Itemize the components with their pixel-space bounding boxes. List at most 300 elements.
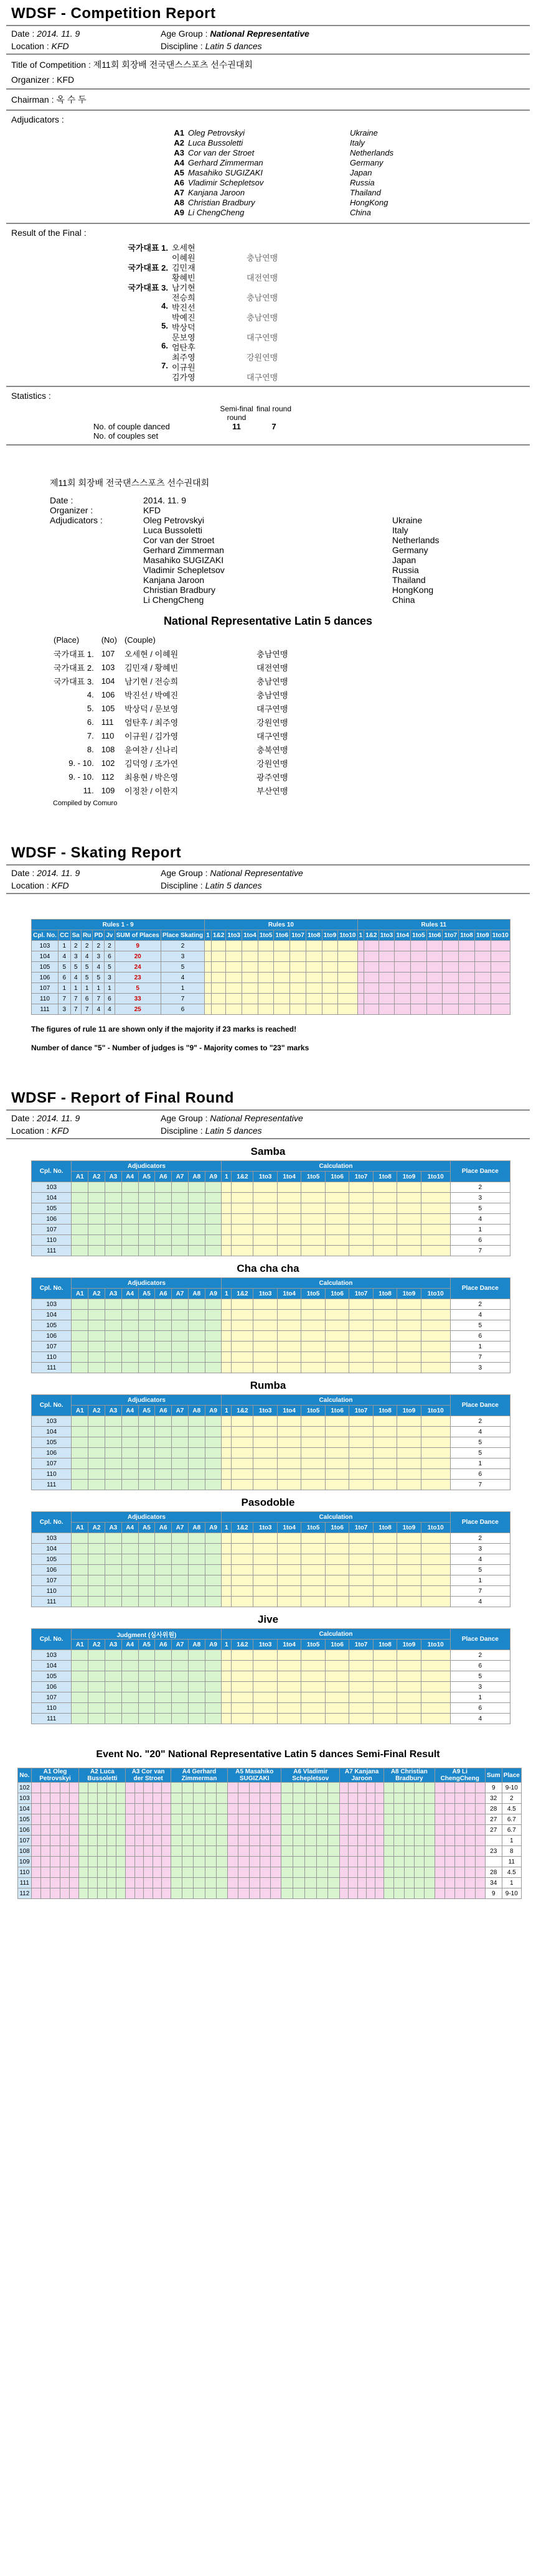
r5-mark — [475, 1836, 485, 1846]
dance-calc-cell — [373, 1469, 397, 1480]
dance-judge-cell — [105, 1692, 121, 1703]
result-row — [125, 321, 536, 331]
r5-mark — [271, 1793, 281, 1804]
dance-calc-cell — [222, 1310, 232, 1320]
r3-rule11-cell — [395, 973, 411, 983]
dance-judge-cell — [205, 1182, 222, 1193]
r3-rule11-cell — [426, 962, 443, 973]
dance-judge-cell — [138, 1225, 155, 1235]
adjudicator-name: Masahiko SUGIZAKI — [188, 168, 263, 177]
dance-calc-cell — [325, 1352, 349, 1363]
r5-row — [18, 1867, 522, 1878]
dance-judge-cell — [88, 1458, 105, 1469]
dance-judge-cell — [155, 1331, 172, 1342]
dance-judge-cell — [88, 1320, 105, 1331]
r5-judge-head: A1 Oleg Petrovskyi — [31, 1768, 79, 1783]
dance-calc-cell — [325, 1671, 349, 1682]
r5-mark — [444, 1846, 454, 1857]
dance-calc-cell — [397, 1554, 421, 1565]
dance-calc-cell — [232, 1363, 253, 1373]
dance-calc-cell — [325, 1182, 349, 1193]
dance-calc-cell — [253, 1352, 277, 1363]
dance-place: 2 — [450, 1182, 510, 1193]
dance-judge-cell — [205, 1225, 222, 1235]
r5-sum: 28 — [485, 1867, 502, 1878]
r5-mark — [455, 1804, 465, 1814]
r5-place: 8 — [502, 1846, 521, 1857]
dance-judge-cell — [205, 1310, 222, 1320]
dance-adj-col: A9 — [205, 1523, 222, 1533]
dance-calc-cell — [253, 1597, 277, 1607]
r5-cpl: 108 — [18, 1846, 32, 1857]
dance-calc-cell — [421, 1299, 450, 1310]
r3-rule10-cell — [242, 962, 258, 973]
dance-calc-cell — [325, 1214, 349, 1225]
dance-calc-col: 1to10 — [421, 1523, 450, 1533]
dance-calc-cell — [325, 1193, 349, 1203]
r5-mark — [444, 1814, 454, 1825]
r5-mark — [162, 1793, 171, 1804]
dance-calc-cell — [301, 1650, 325, 1661]
adjudicator-name: Vladimir Schepletsov — [188, 178, 264, 187]
dance-place: 4 — [450, 1427, 510, 1437]
dance-calc-cell — [421, 1565, 450, 1575]
dance-judge-cell — [155, 1554, 172, 1565]
dance-calc-cell — [373, 1310, 397, 1320]
r5-mark — [304, 1783, 316, 1793]
dance-adj-col: A6 — [155, 1172, 172, 1182]
dance-cpl-head: Cpl. No. — [32, 1395, 72, 1416]
dance-judge-cell — [72, 1671, 88, 1682]
adjudicator-key: A8 — [174, 198, 184, 207]
dance-calc-cell — [349, 1437, 373, 1448]
dance-judge-cell — [138, 1331, 155, 1342]
r5-mark — [357, 1836, 366, 1846]
dance-place: 3 — [450, 1682, 510, 1692]
dance-judge-cell — [188, 1214, 205, 1225]
dance-judge-cell — [105, 1427, 121, 1437]
r5-mark — [435, 1857, 444, 1867]
r3-cell: 4 — [93, 962, 105, 973]
note2: Number of dance "5" - Number of judges is "9" - Majority comes to "23" marks — [31, 1043, 309, 1052]
dance-calc-cell — [373, 1448, 397, 1458]
r5-mark — [228, 1783, 238, 1793]
dance-judge-cell — [172, 1182, 189, 1193]
r3-rule10-cell — [205, 1004, 212, 1015]
dance-tables — [0, 1146, 536, 1724]
dance-calc-cell — [397, 1193, 421, 1203]
dance-judge-cell — [121, 1544, 138, 1554]
result-list — [125, 241, 536, 381]
r5-sum — [485, 1836, 502, 1846]
r2-head-row — [50, 633, 291, 646]
adjudicator-key: A9 — [174, 208, 184, 217]
dance-cpl: 111 — [32, 1597, 72, 1607]
dance-calc-col: 1to8 — [373, 1172, 397, 1182]
dance-calc-cell — [349, 1246, 373, 1256]
r3-cell: 1 — [59, 941, 71, 951]
dance-calc-cell — [253, 1320, 277, 1331]
r5-mark — [126, 1888, 134, 1899]
dance-judge-cell — [72, 1352, 88, 1363]
dance-judge-cell — [88, 1437, 105, 1448]
r3-rule11-cell — [459, 941, 475, 951]
r5-mark — [366, 1867, 375, 1878]
r3-rule10-cell — [205, 994, 212, 1004]
r3-rule11-cell — [474, 994, 491, 1004]
dance-calc-cell — [232, 1586, 253, 1597]
dance-calc-col: 1to10 — [421, 1289, 450, 1299]
r3-cell: 1 — [59, 983, 71, 994]
result-name: 전승희 — [172, 293, 195, 302]
result-row — [125, 351, 536, 361]
r5-mark — [271, 1836, 281, 1846]
dance-judge-cell — [88, 1225, 105, 1235]
r3-cell: 106 — [32, 973, 59, 983]
dance-judge-cell — [121, 1193, 138, 1203]
dance-judge-cell — [172, 1671, 189, 1682]
r5-mark — [435, 1888, 444, 1899]
r5-mark — [70, 1814, 79, 1825]
dance-calc-cell — [277, 1193, 301, 1203]
r5-mark — [281, 1836, 293, 1846]
r3-rule11-cell — [443, 973, 459, 983]
r5-mark — [126, 1825, 134, 1836]
dance-calc-cell — [277, 1182, 301, 1193]
r3-rule-head: 1to8 — [459, 930, 475, 941]
dance-judge-cell — [155, 1182, 172, 1193]
adjudicator-name: Cor van der Stroet — [188, 148, 255, 157]
r5-mark — [79, 1793, 88, 1804]
r2-adj-name: Luca Bussoletti — [143, 525, 202, 535]
dance-row — [32, 1469, 510, 1480]
dance-judge-cell — [155, 1203, 172, 1214]
r5-mark — [271, 1867, 281, 1878]
dance-judge-cell — [138, 1469, 155, 1480]
dance-judge-cell — [72, 1448, 88, 1458]
r5-mark — [98, 1793, 107, 1804]
r3-rule10-cell — [338, 973, 357, 983]
adjudicator-name: Luca Bussoletti — [188, 138, 243, 147]
r3-rule10-cell — [290, 951, 306, 962]
r2-adj-name: Kanjana Jaroon — [143, 575, 205, 585]
dance-judge-cell — [72, 1193, 88, 1203]
dance-calc-cell — [325, 1235, 349, 1246]
dance-calc-cell — [232, 1448, 253, 1458]
r5-mark — [271, 1783, 281, 1793]
dance-calc-cell — [301, 1363, 325, 1373]
r5-mark — [144, 1888, 153, 1899]
r5-mark — [60, 1867, 69, 1878]
dance-judge-cell — [105, 1203, 121, 1214]
dance-cpl-head: Cpl. No. — [32, 1629, 72, 1650]
r5-mark — [134, 1836, 143, 1846]
dance-judge-cell — [188, 1597, 205, 1607]
dance-judge-cell — [155, 1650, 172, 1661]
dance-adj-col: A4 — [121, 1523, 138, 1533]
r3-rule11-cell — [443, 994, 459, 1004]
dance-calc-cell — [253, 1682, 277, 1692]
dance-judge-cell — [105, 1565, 121, 1575]
dance-judge-cell — [72, 1544, 88, 1554]
r3-age-label: Age Group : — [161, 868, 208, 878]
r5-mark — [41, 1846, 50, 1857]
dance-place: 3 — [450, 1544, 510, 1554]
dance-cpl: 103 — [32, 1299, 72, 1310]
dance-cpl: 107 — [32, 1692, 72, 1703]
dance-adj-col: A3 — [105, 1406, 121, 1416]
r3-cell: 5 — [81, 962, 92, 973]
dance-calc-cell — [232, 1480, 253, 1490]
r5-mark — [249, 1825, 260, 1836]
dance-adj-col: A2 — [88, 1640, 105, 1650]
r5-mark — [455, 1783, 465, 1793]
r3-rule11-cell — [426, 1004, 443, 1015]
r5-mark — [107, 1867, 116, 1878]
dance-calc-cell — [373, 1203, 397, 1214]
r2-cell: 104 — [101, 676, 115, 686]
dance-judge-cell — [188, 1565, 205, 1575]
dance-calc-cell — [421, 1544, 450, 1554]
dance-judge-cell — [105, 1182, 121, 1193]
dance-judge-cell — [88, 1416, 105, 1427]
r2-cell: 4. — [87, 689, 94, 699]
r5-mark — [260, 1846, 270, 1857]
dance-judge-cell — [205, 1342, 222, 1352]
r4-loc: KFD — [51, 1126, 69, 1136]
dance-calc-cell — [373, 1437, 397, 1448]
r5-row — [18, 1804, 522, 1814]
dance-calc-cell — [232, 1469, 253, 1480]
dance-judge-cell — [155, 1320, 172, 1331]
dance-judge-cell — [121, 1331, 138, 1342]
r5-sum: 27 — [485, 1825, 502, 1836]
r3-rule10-cell — [322, 994, 338, 1004]
r5-mark — [384, 1888, 394, 1899]
r2-adj-country: Netherlands — [392, 535, 440, 545]
dance-judge-cell — [72, 1575, 88, 1586]
dance-adj-col: A6 — [155, 1640, 172, 1650]
r5-mark — [182, 1793, 194, 1804]
dance-judge-cell — [188, 1682, 205, 1692]
dance-calc-cell — [222, 1565, 232, 1575]
dance-judge-cell — [155, 1671, 172, 1682]
r5-mark — [349, 1836, 357, 1846]
r3-rule11-cell — [357, 962, 364, 973]
dance-calc-head: Calculation — [222, 1512, 450, 1523]
r3-rule11-cell — [395, 951, 411, 962]
adjudicator-country: Netherlands — [350, 148, 394, 157]
note1: The figures of rule 11 are shown only if the majority if 23 marks is reached! — [31, 1025, 297, 1034]
dance-cpl: 106 — [32, 1448, 72, 1458]
r3-rule10-cell — [258, 941, 274, 951]
dance-judge-cell — [138, 1363, 155, 1373]
r5-mark — [228, 1888, 238, 1899]
dance-calc-cell — [253, 1193, 277, 1203]
dance-judge-cell — [105, 1661, 121, 1671]
r3-col-head: SUM of Places — [115, 930, 161, 941]
r3-rule11-cell — [357, 983, 364, 994]
dance-calc-cell — [222, 1416, 232, 1427]
dance-judge-cell — [188, 1182, 205, 1193]
dance-judge-cell — [188, 1193, 205, 1203]
dance-judge-cell — [72, 1437, 88, 1448]
dance-calc-cell — [325, 1586, 349, 1597]
r3-rule10-cell — [226, 951, 242, 962]
dance-place: 5 — [450, 1437, 510, 1448]
dance-judge-cell — [88, 1246, 105, 1256]
r5-mark — [384, 1867, 394, 1878]
dance-cpl: 104 — [32, 1661, 72, 1671]
r5-mark — [70, 1846, 79, 1857]
dance-judge-cell — [205, 1533, 222, 1544]
r5-mark — [194, 1814, 205, 1825]
semi-round-label: Semi-final round — [220, 404, 253, 422]
dance-calc-cell — [277, 1458, 301, 1469]
dance-table — [31, 1277, 510, 1373]
r2-heading: National Representative Latin 5 dances — [163, 615, 373, 627]
result-row — [125, 281, 536, 291]
r5-mark — [153, 1825, 161, 1836]
r5-mark — [98, 1867, 107, 1878]
r4-disc-label: Discipline : — [161, 1126, 203, 1136]
dance-adj-col: A7 — [172, 1523, 189, 1533]
r5-mark — [444, 1783, 454, 1793]
r3-rule11-cell — [426, 994, 443, 1004]
r5-mark — [328, 1825, 340, 1836]
dance-calc-cell — [232, 1225, 253, 1235]
r5-judge-head: A9 Li ChengCheng — [435, 1768, 485, 1783]
dance-judge-cell — [72, 1597, 88, 1607]
dance-calc-cell — [397, 1671, 421, 1682]
dance-calc-cell — [421, 1469, 450, 1480]
r2-cell: 5. — [87, 703, 94, 713]
dance-row — [32, 1193, 510, 1203]
dance-judge-cell — [105, 1363, 121, 1373]
r2-cell: 국가대표 3. — [54, 676, 94, 686]
dance-row — [32, 1214, 510, 1225]
r3-rule11-cell — [357, 973, 364, 983]
dance-judge-cell — [105, 1671, 121, 1682]
r3-rule11-cell — [411, 994, 427, 1004]
r5-mark — [293, 1825, 305, 1836]
dance-calc-cell — [222, 1235, 232, 1246]
dance-calc-col: 1 — [222, 1523, 232, 1533]
dance-adj-col: A9 — [205, 1406, 222, 1416]
dance-judge-cell — [88, 1554, 105, 1565]
dance-judge-cell — [121, 1565, 138, 1575]
r2-cell: 110 — [101, 730, 115, 740]
r5-cpl: 104 — [18, 1804, 32, 1814]
dance-judge-cell — [88, 1544, 105, 1554]
dance-calc-cell — [301, 1448, 325, 1458]
r5-mark — [41, 1825, 50, 1836]
dance-calc-cell — [349, 1586, 373, 1597]
r5-mark — [340, 1836, 349, 1846]
r3-cell: 6 — [105, 951, 115, 962]
dance-calc-cell — [232, 1299, 253, 1310]
r3-rule-head: 1to9 — [322, 930, 338, 941]
dance-judge-cell — [188, 1554, 205, 1565]
dance-calc-cell — [397, 1320, 421, 1331]
r5-mark — [182, 1783, 194, 1793]
r3-rule11-cell — [357, 1004, 364, 1015]
dance-judge-cell — [205, 1469, 222, 1480]
dance-judge-cell — [172, 1448, 189, 1458]
r5-mark — [384, 1857, 394, 1867]
r5-mark — [182, 1836, 194, 1846]
adjudicator-name: Gerhard Zimmerman — [188, 158, 263, 167]
r5-mark — [205, 1793, 216, 1804]
semi-count: 11 — [232, 422, 241, 431]
result-location: 대구연맹 — [247, 333, 278, 342]
r5-mark — [228, 1825, 238, 1836]
r3-rule10-cell — [274, 973, 290, 983]
r5-mark — [238, 1804, 249, 1814]
dance-calc-cell — [277, 1692, 301, 1703]
dance-calc-cell — [397, 1469, 421, 1480]
r5-mark — [182, 1878, 194, 1888]
dance-calc-cell — [222, 1533, 232, 1544]
dance-row — [32, 1661, 510, 1671]
dance-calc-cell — [277, 1352, 301, 1363]
r3-rule11-cell — [411, 962, 427, 973]
dance-judge-cell — [121, 1586, 138, 1597]
dance-calc-cell — [232, 1565, 253, 1575]
r3-cell: 23 — [115, 973, 161, 983]
dance-calc-col: 1to3 — [253, 1172, 277, 1182]
r2-adj-name: Christian Bradbury — [143, 585, 215, 595]
dance-judge-cell — [72, 1363, 88, 1373]
r3-rule10-cell — [322, 1004, 338, 1015]
dance-judge-cell — [121, 1320, 138, 1331]
r5-mark — [304, 1804, 316, 1814]
dance-judge-cell — [121, 1299, 138, 1310]
dance-judge-cell — [72, 1310, 88, 1320]
dance-judge-cell — [105, 1597, 121, 1607]
dance-cpl: 104 — [32, 1544, 72, 1554]
dance-sub-row — [32, 1172, 510, 1182]
dance-calc-cell — [373, 1565, 397, 1575]
dance-adj-col: A8 — [188, 1640, 205, 1650]
dance-calc-cell — [253, 1565, 277, 1575]
dance-row — [32, 1225, 510, 1235]
dance-adj-col: A9 — [205, 1289, 222, 1299]
adjudicator-name: Kanjana Jaroon — [188, 188, 245, 197]
report4-title: WDSF - Report of Final Round — [11, 1090, 234, 1106]
dance-calc-col: 1to5 — [301, 1406, 325, 1416]
dance-calc-cell — [301, 1235, 325, 1246]
r5-mark — [316, 1825, 328, 1836]
dance-calc-cell — [421, 1235, 450, 1246]
adjudicator-country: Germany — [350, 158, 383, 167]
dance-calc-col: 1&2 — [232, 1640, 253, 1650]
r5-mark — [304, 1878, 316, 1888]
dance-calc-cell — [325, 1650, 349, 1661]
r2-row — [50, 646, 291, 660]
result-location: 강원연맹 — [247, 353, 278, 362]
dance-table — [31, 1160, 510, 1256]
dance-judge-cell — [205, 1597, 222, 1607]
dance-row — [32, 1320, 510, 1331]
r5-mark — [70, 1825, 79, 1836]
r2-cell: 충남연맹 — [256, 690, 288, 700]
dance-calc-cell — [397, 1448, 421, 1458]
dance-calc-cell — [253, 1214, 277, 1225]
dance-calc-cell — [222, 1586, 232, 1597]
r2-cell: 대전연맹 — [256, 663, 288, 673]
dance-judge-cell — [138, 1682, 155, 1692]
